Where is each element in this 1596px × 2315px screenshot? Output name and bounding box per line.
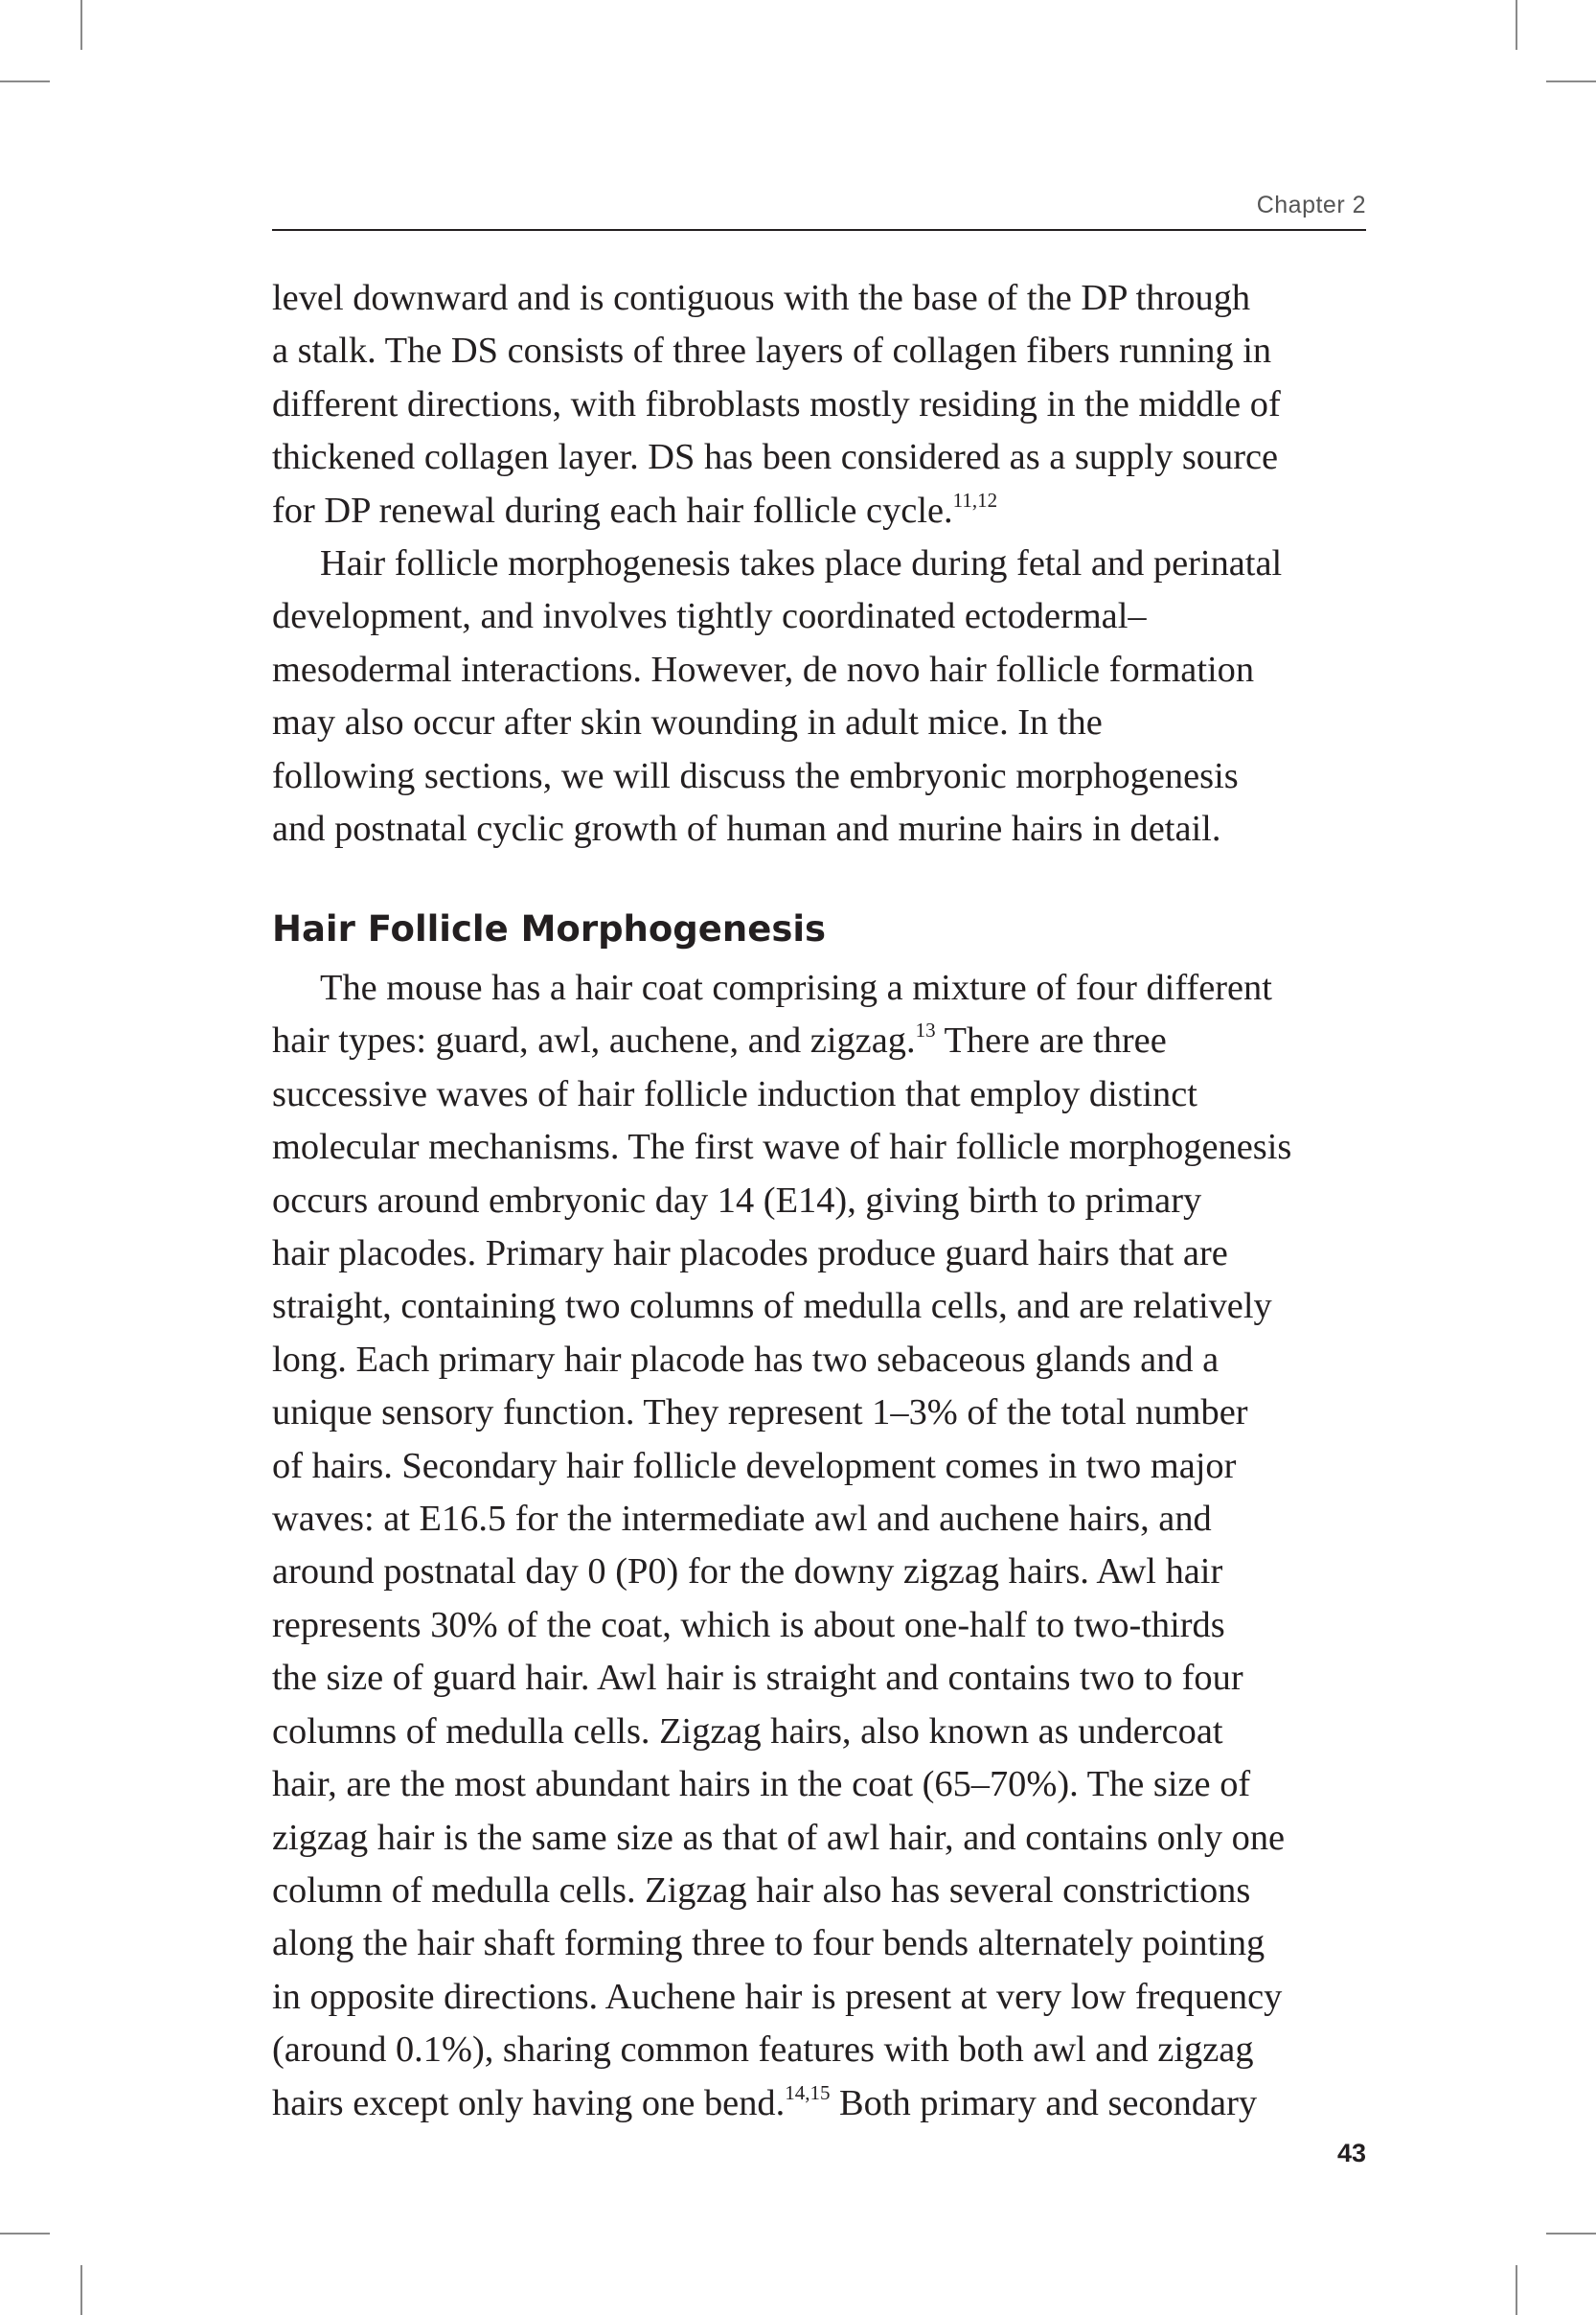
citation-superscript: 14,15 xyxy=(785,2080,831,2104)
crop-mark xyxy=(0,80,50,82)
text-line: column of medulla cells. Zigzag hair also has several constrictions xyxy=(272,1869,1251,1911)
text-line: represents 30% of the coat, which is about one-half to two-thirds xyxy=(272,1604,1225,1645)
text-line: (around 0.1%), sharing common features with both awl and zigzag xyxy=(272,2029,1254,2071)
text-fragment: There are three xyxy=(935,1020,1167,1062)
text-fragment: Both primary and secondary xyxy=(830,2082,1258,2123)
text-line: hair placodes. Primary hair placodes produce guard hairs that are xyxy=(272,1233,1228,1274)
text-line xyxy=(272,2077,1366,2130)
section-heading: Hair Follicle Morphogenesis xyxy=(272,908,827,950)
crop-mark xyxy=(1516,2265,1517,2315)
text-line: occurs around embryonic day 14 (E14), giving birth to primary xyxy=(272,1180,1202,1221)
body-text-intro xyxy=(272,272,1366,856)
text-line xyxy=(272,1015,1366,1067)
crop-mark xyxy=(1546,80,1596,82)
text-line: around postnatal day 0 (P0) for the downy zigzag hairs. Awl hair xyxy=(272,1551,1223,1593)
crop-mark xyxy=(80,2265,82,2315)
text-line: different directions, with fibroblasts mostly residing in the middle of xyxy=(272,383,1281,424)
crop-mark xyxy=(1546,2233,1596,2235)
text-line: long. Each primary hair placode has two sebaceous glands and a xyxy=(272,1339,1220,1380)
text-line: Hair follicle morphogenesis takes place during fetal and perinatal xyxy=(320,543,1283,584)
crop-mark xyxy=(80,0,82,50)
text-line: columns of medulla cells. Zigzag hairs, also known as undercoat xyxy=(272,1710,1223,1752)
crop-mark xyxy=(1516,0,1517,50)
text-line xyxy=(272,485,1366,538)
text-line: and postnatal cyclic growth of human and murine hairs in detail. xyxy=(272,809,1221,850)
text-line: a stalk. The DS consists of three layers of collagen fibers running in xyxy=(272,331,1272,372)
text-line: The mouse has a hair coat comprising a mixture of four different xyxy=(320,968,1272,1008)
text-fragment: hairs except only having one bend. xyxy=(272,2082,786,2123)
text-line: zigzag hair is the same size as that of awl hair, and contains only one xyxy=(272,1817,1286,1858)
body-text-section xyxy=(272,962,1366,2130)
crop-mark xyxy=(0,2233,50,2235)
text-line: molecular mechanisms. The first wave of hair follicle morphogenesis xyxy=(272,1127,1292,1168)
citation-superscript: 11,12 xyxy=(952,488,998,512)
running-head: Chapter 2 xyxy=(1256,192,1366,218)
text-fragment: for DP renewal during each hair follicle cycle. xyxy=(272,490,953,531)
text-fragment: hair types: guard, awl, auchene, and zigzag. xyxy=(272,1020,916,1062)
text-line: along the hair shaft forming three to four bends alternately pointing xyxy=(272,1923,1265,1964)
citation-superscript: 13 xyxy=(915,1019,936,1043)
text-line: may also occur after skin wounding in adult mice. In the xyxy=(272,702,1103,744)
text-line: level downward and is contiguous with the base of the DP through xyxy=(272,278,1251,318)
text-line: development, and involves tightly coordinated ectodermal– xyxy=(272,596,1147,637)
text-line: the size of guard hair. Awl hair is straight and contains two to four xyxy=(272,1658,1243,1699)
text-line: in opposite directions. Auchene hair is present at very low frequency xyxy=(272,1976,1283,2017)
text-line: mesodermal interactions. However, de novo hair follicle formation xyxy=(272,649,1255,690)
text-line: straight, containing two columns of medulla cells, and are relatively xyxy=(272,1286,1272,1327)
text-line: hair, are the most abundant hairs in the coat (65–70%). The size of xyxy=(272,1764,1251,1805)
page-number: 43 xyxy=(1336,2139,1366,2167)
text-line: thickened collagen layer. DS has been considered as a supply source xyxy=(272,437,1279,478)
text-line: waves: at E16.5 for the intermediate awl and auchene hairs, and xyxy=(272,1499,1212,1540)
text-line: of hairs. Secondary hair follicle development comes in two major xyxy=(272,1445,1237,1486)
header-rule xyxy=(272,229,1366,231)
text-line: unique sensory function. They represent 1–3% of the total number xyxy=(272,1392,1248,1433)
text-line: following sections, we will discuss the embryonic morphogenesis xyxy=(272,755,1239,796)
text-line: successive waves of hair follicle induction that employ distinct xyxy=(272,1073,1197,1114)
